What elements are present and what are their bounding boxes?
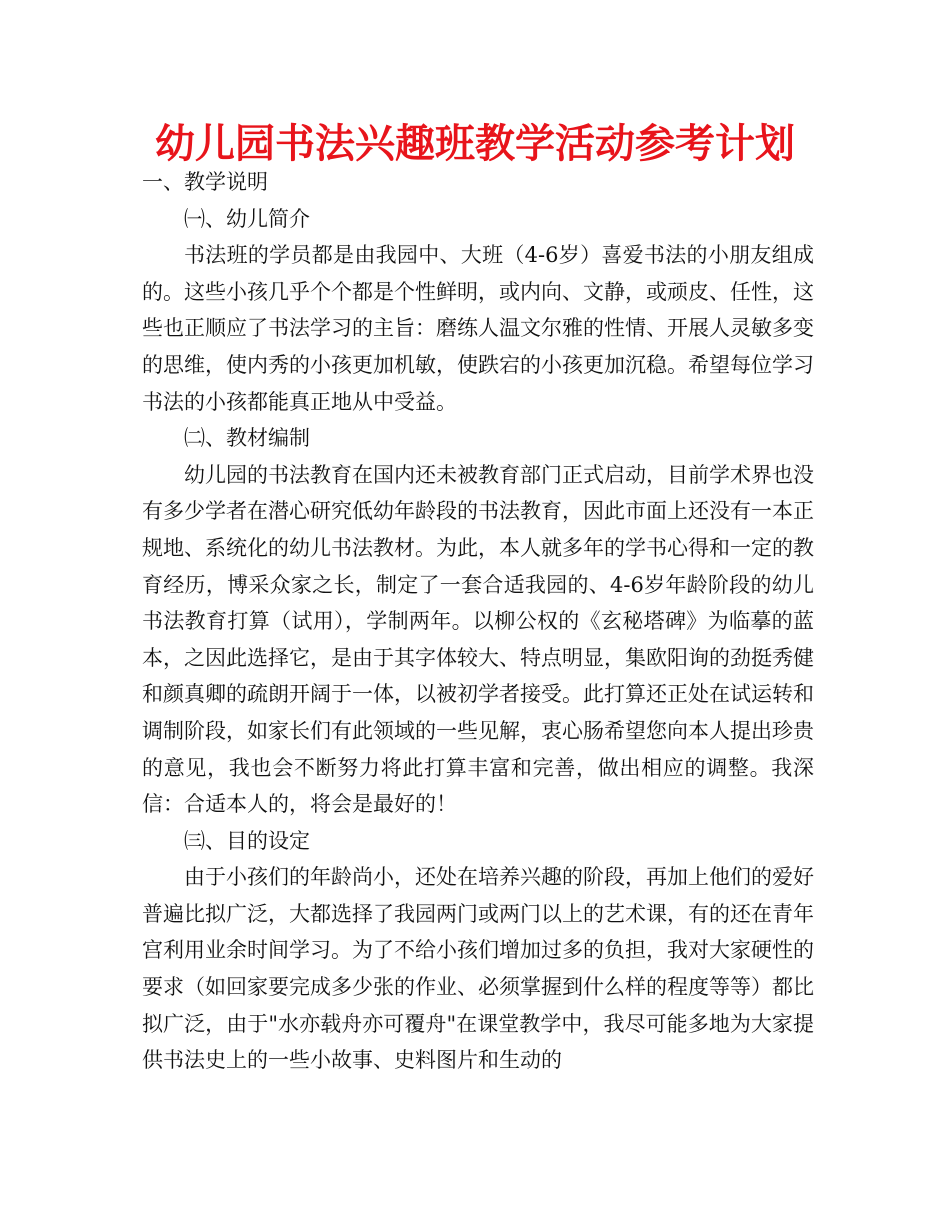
subsection-heading-children-intro: ㈠、幼儿简介 [184, 206, 310, 231]
paragraph-children-intro: 书法班的学员都是由我园中、大班（4-6岁）喜爱书法的小朋友组成的。这些小孩几乎个个都是个性鲜明，或内向、文静，或顽皮、任性，这些也正顺应了书法学习的主旨：磨练人温文尔雅的性情、开展人灵敏多变的思维，使内秀的小孩更加机敏，使跌宕的小孩更加沉稳。希望每位学习书法的小孩都能真正地从中受益。 [142, 243, 814, 414]
subsection-heading-materials: ㈡、教材编制 [184, 426, 310, 451]
document-title: 幼儿园书法兴趣班教学活动参考计划 [155, 121, 795, 167]
subsection-heading-goals: ㈢、目的设定 [184, 828, 310, 853]
paragraph-goals: 由于小孩们的年龄尚小，还处在培养兴趣的阶段，再加上他们的爱好普遍比拟广泛，大都选择了我园两门或两门以上的艺术课，有的还在青年宫利用业余时间学习。为了不给小孩们增加过多的负担，我对大家硬性的要求（如回家要完成多少张的作业、必须掌握到什么样的程度等等）都比拟广泛，由于"水亦载舟亦可覆舟"在课堂教学中，我尽可能多地为大家提供书法史上的一些小故事、史料图片和生动的 [142, 865, 814, 1073]
section-heading-teaching-notes: 一、教学说明 [142, 170, 268, 194]
paragraph-materials: 幼儿园的书法教育在国内还未被教育部门正式启动，目前学术界也没有多少学者在潜心研究低幼年龄段的书法教育，因此市面上还没有一本正规地、系统化的幼儿书法教材。为此，本人就多年的学书心得和一定的教育经历，博采众家之长，制定了一套合适我园的、4-6岁年龄阶段的幼儿书法教育打算（试用），学制两年。以柳公权的《玄秘塔碑》为临摹的蓝本，之因此选择它，是由于其字体较大、特点明显，集欧阳询的劲挺秀健和颜真卿的疏朗开阔于一体，以被初学者接受。此打算还正处在试运转和调制阶段，如家长们有此领域的一些见解，衷心肠希望您向本人提出珍贵的意见，我也会不断努力将此打算丰富和完善，做出相应的调整。我深信：合适本人的，将会是最好的！ [142, 462, 814, 817]
document-body [142, 164, 814, 1079]
